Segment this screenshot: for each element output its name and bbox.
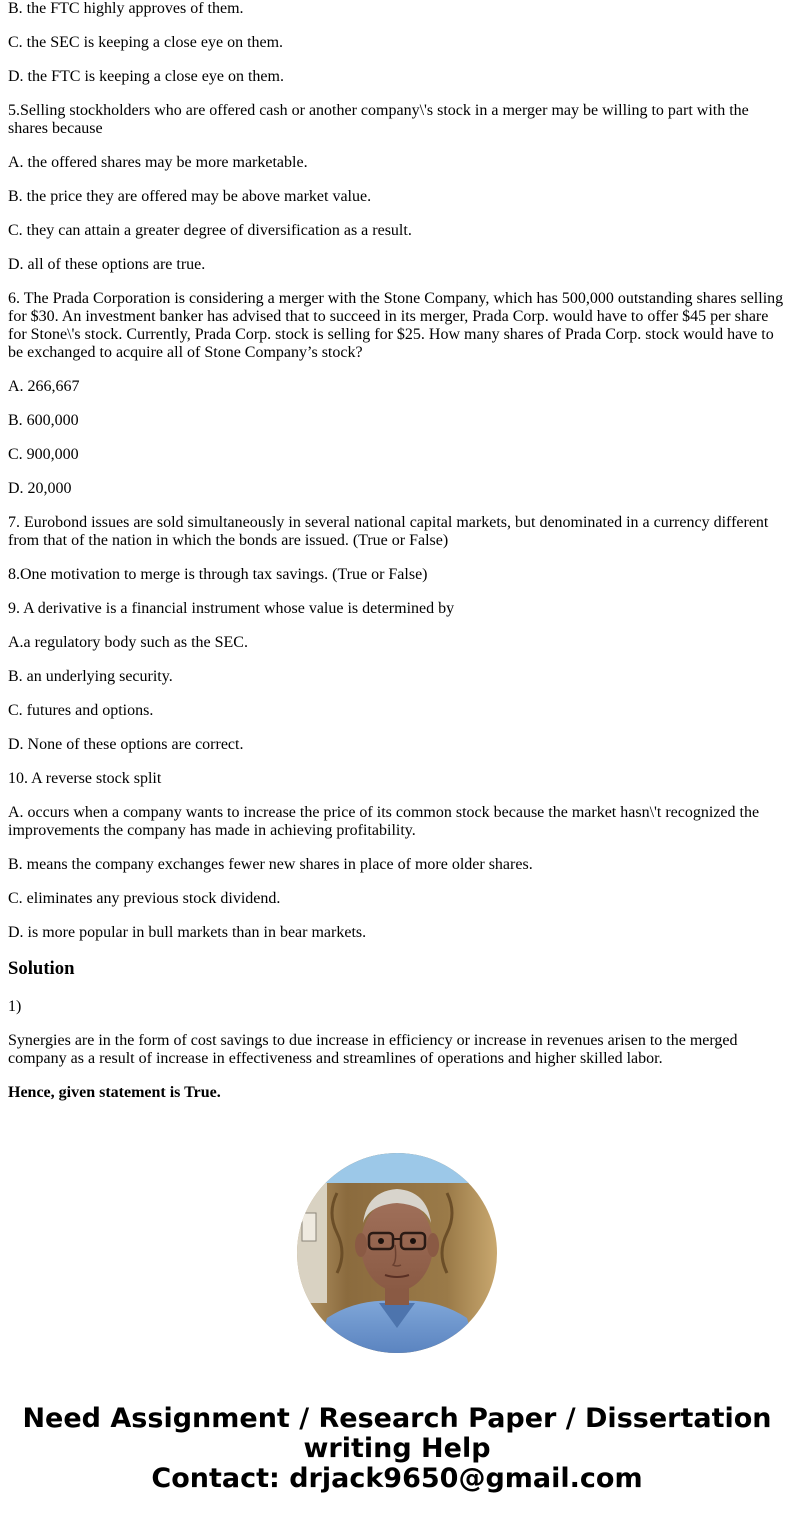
promo-line: Need Assignment / Research Paper / Dissertation [22, 1403, 772, 1434]
option-text: D. all of these options are true. [8, 256, 206, 273]
option-text: B. an underlying security. [8, 668, 173, 685]
option-text: A. occurs when a company wants to increase the price of its common stock because the market hasn\'t recognized the improvements the company has made in achieving profitability. [8, 804, 760, 839]
option-text: B. the FTC highly approves of them. [8, 0, 244, 17]
option-text: C. they can attain a greater degree of diversification as a result. [8, 222, 412, 239]
option-text: B. the price they are offered may be above market value. [8, 188, 372, 205]
option-text: A.a regulatory body such as the SEC. [8, 634, 248, 651]
option-text: C. the SEC is keeping a close eye on them. [8, 34, 284, 51]
option-text: D. 20,000 [8, 480, 72, 497]
question-text: 5.Selling stockholders who are offered cash or another company\'s stock in a merger may be willing to part with the shares because [8, 102, 749, 137]
option-text: B. means the company exchanges fewer new shares in place of more older shares. [8, 856, 533, 873]
promo-line: writing Help [303, 1433, 491, 1464]
option-text: B. 600,000 [8, 412, 79, 429]
promo-footer [0, 1404, 794, 1494]
solution-heading: Solution [8, 958, 75, 979]
avatar [297, 1153, 497, 1353]
option-text: A. the offered shares may be more marketable. [8, 154, 308, 171]
question-text: 6. The Prada Corporation is considering a merger with the Stone Company, which has 500,000 outstanding shares selling for $30. An investment banker has advised that to succeed in its merger, Prada Corp. would have to offer $45 per share for Stone\'s stock. Currently, Prada Corp. stock is selling for $25. How many shares of Prada Corp. stock would have to be exchanged to acquire all of Stone Company’s stock? [8, 290, 784, 361]
option-text: A. 266,667 [8, 378, 80, 395]
option-text: D. is more popular in bull markets than in bear markets. [8, 924, 367, 941]
question-text: 10. A reverse stock split [8, 770, 162, 787]
option-text: C. 900,000 [8, 446, 79, 463]
document-body [8, 0, 786, 1118]
option-text: D. None of these options are correct. [8, 736, 244, 753]
option-text: D. the FTC is keeping a close eye on them. [8, 68, 284, 85]
solution-body: Synergies are in the form of cost savings to due increase in efficiency or increase in revenues arisen to the merged company as a result of increase in effectiveness and streamlines of operations and higher skilled labor. [8, 1032, 738, 1067]
question-text: 8.One motivation to merge is through tax savings. (True or False) [8, 566, 428, 583]
contact-email: Contact: drjack9650@gmail.com [151, 1463, 643, 1494]
option-text: C. eliminates any previous stock dividend. [8, 890, 281, 907]
question-text: 7. Eurobond issues are sold simultaneously in several national capital markets, but denominated in a currency different from that of the nation in which the bonds are issued. (True or False) [8, 514, 769, 549]
solution-number: 1) [8, 998, 22, 1015]
question-text: 9. A derivative is a financial instrument whose value is determined by [8, 600, 455, 617]
solution-conclusion: Hence, given statement is True. [8, 1084, 221, 1101]
option-text: C. futures and options. [8, 702, 154, 719]
avatar-portrait-icon [297, 1153, 497, 1353]
